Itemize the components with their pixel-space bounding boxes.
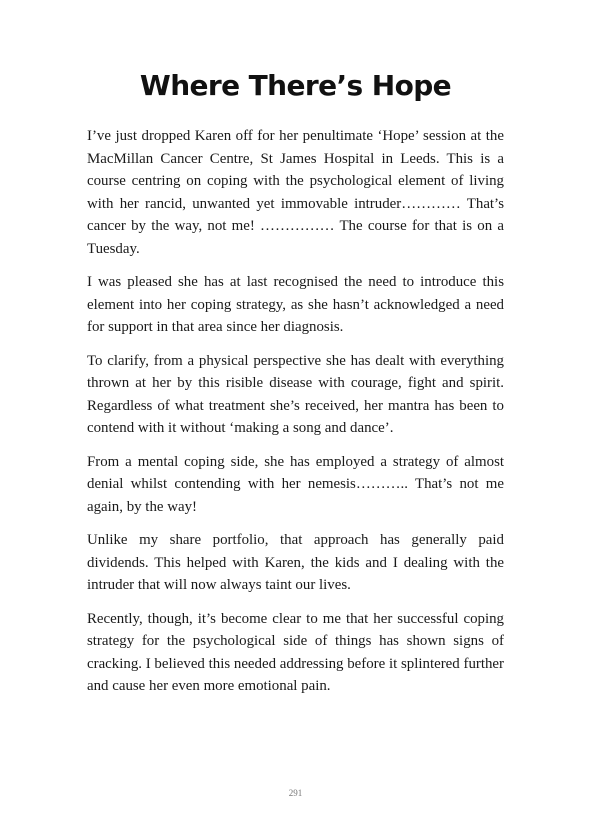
chapter-body [87, 125, 504, 709]
paragraph-3: To clarify, from a physical perspective she has dealt with everything thrown at her by this risible disease with courage, fight and spirit. Regardless of what treatment she’s received, her mantra has been to contend with it without ‘making a song and dance’. [87, 352, 504, 436]
paragraph-2: I was pleased she has at last recognised the need to introduce this element into her coping strategy, as she hasn’t acknowledged a need for support in that area since her diagnosis. [87, 274, 504, 335]
page-number: 291 [288, 788, 303, 798]
chapter-title: Where There’s Hope [139, 69, 452, 102]
paragraph-4: From a mental coping side, she has employed a strategy of almost denial whilst contending with her nemesis……….. That’s not me again, by the way! [87, 453, 504, 515]
paragraph-6: Recently, though, it’s become clear to me that her successful coping strategy for the psychological side of things has shown signs of cracking. I believed this needed addressing before it splintered further and cause her even more emotional pain. [87, 610, 504, 694]
paragraph-1: I’ve just dropped Karen off for her penultimate ‘Hope’ session at the MacMillan Cancer Centre, St James Hospital in Leeds. This is a course centring on coping with the psychological element of living with her rancid, unwanted yet immovable intruder………… That’s cancer by the way, not me! …………… The course for that is on a Tuesday. [87, 128, 504, 257]
paragraph-5: Unlike my share portfolio, that approach has generally paid dividends. This helped with Karen, the kids and I dealing with the intruder that will now always taint our lives. [87, 532, 504, 593]
